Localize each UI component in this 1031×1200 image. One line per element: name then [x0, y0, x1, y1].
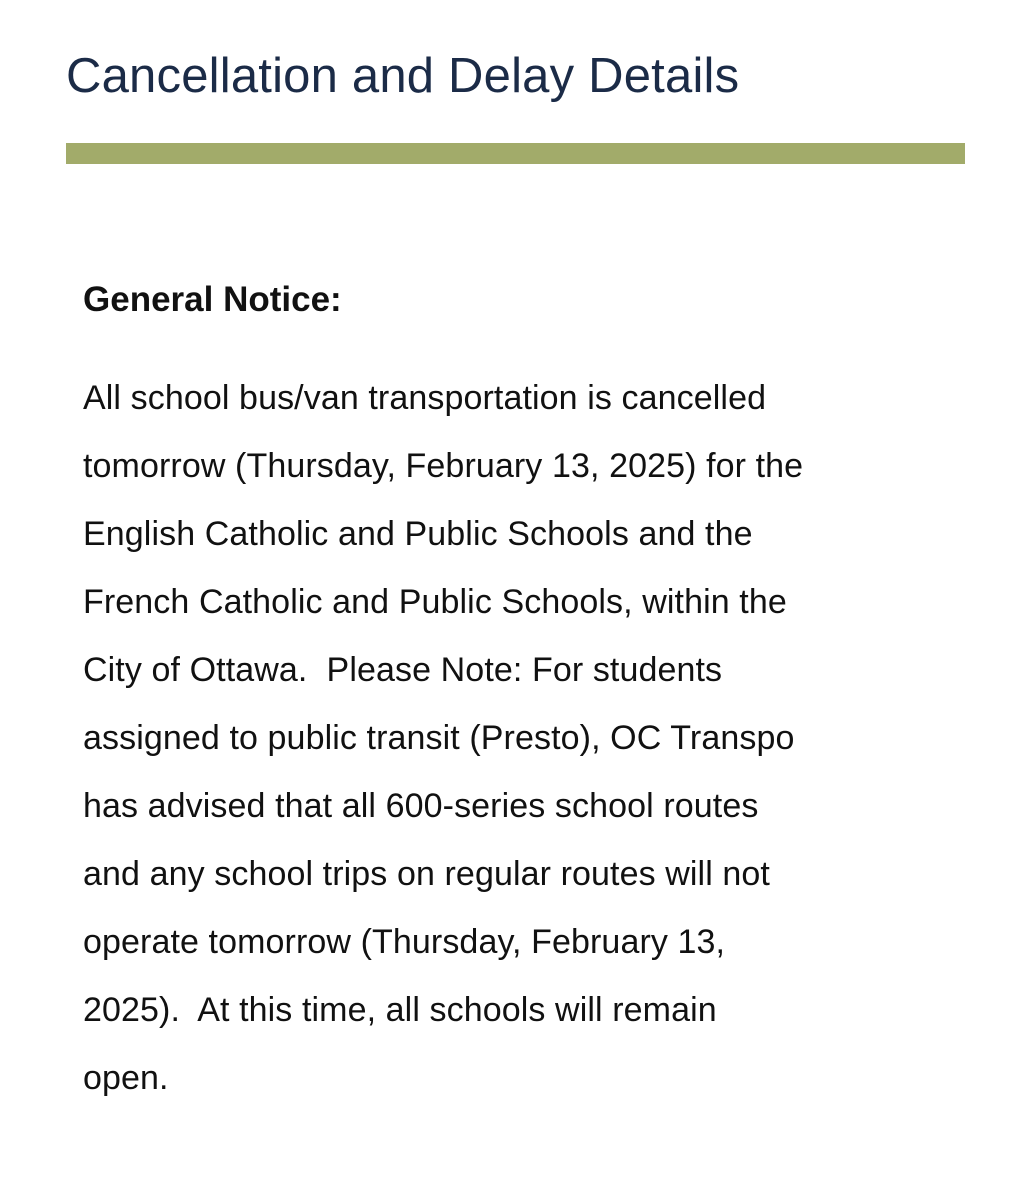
notice-body	[83, 364, 963, 1112]
notice-line: operate tomorrow (Thursday, February 13,	[83, 923, 726, 961]
title-underline-divider	[66, 143, 965, 164]
notice-line: All school bus/van transportation is cancelled	[83, 379, 767, 417]
page-title: Cancellation and Delay Details	[66, 49, 740, 103]
notice-heading: General Notice:	[83, 280, 342, 319]
notice-line: tomorrow (Thursday, February 13, 2025) for the	[83, 447, 804, 485]
notice-line: assigned to public transit (Presto), OC Transpo	[83, 719, 795, 757]
notice-line: French Catholic and Public Schools, within the	[83, 583, 787, 621]
notice-line: and any school trips on regular routes will not	[83, 855, 770, 893]
notice-line: has advised that all 600-series school routes	[83, 787, 759, 825]
notice-line: open.	[83, 1059, 169, 1097]
notice-line: 2025). At this time, all schools will remain	[83, 991, 717, 1029]
notice-line: English Catholic and Public Schools and the	[83, 515, 753, 553]
notice-line: City of Ottawa. Please Note: For students	[83, 651, 723, 689]
